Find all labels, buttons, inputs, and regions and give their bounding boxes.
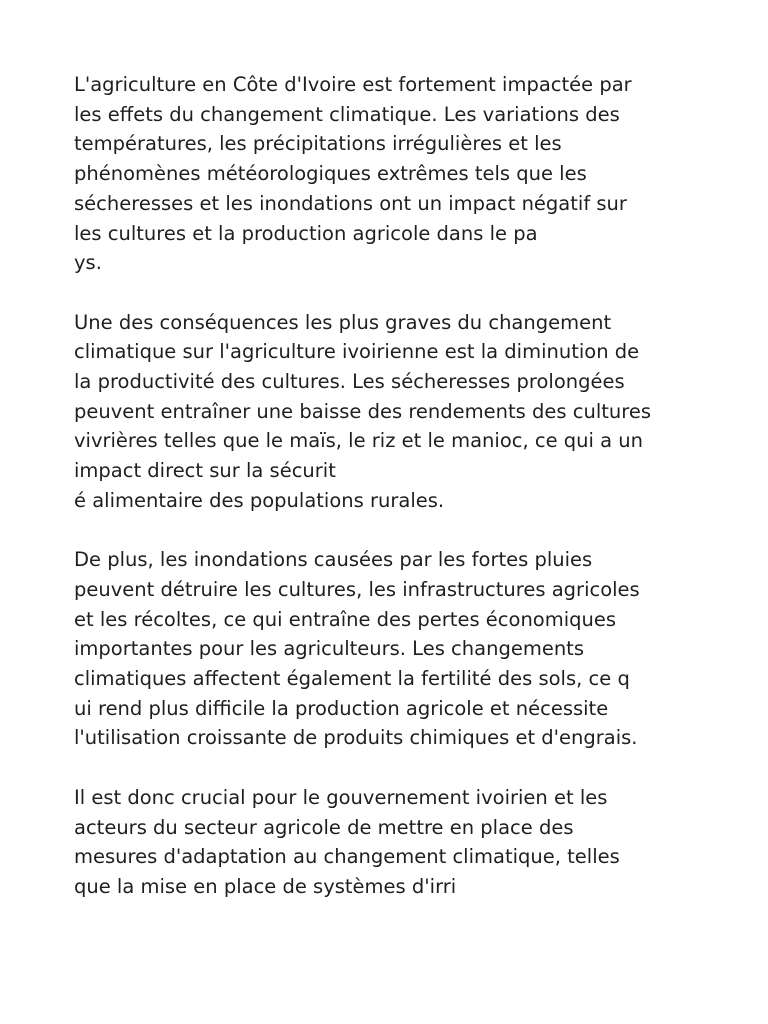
text-line: peuvent entraîner une baisse des rendements des cultures <box>74 399 651 423</box>
text-line: climatiques affectent également la fertilité des sols, ce q <box>74 667 630 691</box>
text-line: les cultures et la production agricole dans le pa <box>74 221 538 245</box>
text-line: ys. <box>74 251 102 275</box>
text-line: vivrières telles que le maïs, le riz et le manioc, ce qui a un <box>74 429 644 453</box>
text-line: importantes pour les agriculteurs. Les changements <box>74 637 584 661</box>
text-line: les effets du changement climatique. Les variations des <box>74 102 620 126</box>
text-line: acteurs du secteur agricole de mettre en place des <box>74 815 574 839</box>
text-line: peuvent détruire les cultures, les infrastructures agricoles <box>74 577 640 601</box>
text-line: que la mise en place de systèmes d'irri <box>74 874 457 898</box>
text-line: températures, les précipitations irrégulières et les <box>74 132 562 156</box>
paragraph-1 <box>74 70 714 278</box>
text-line: Il est donc crucial pour le gouvernement ivoirien et les <box>74 785 608 809</box>
paragraph-4 <box>74 783 714 902</box>
text-line: De plus, les inondations causées par les fortes pluies <box>74 548 593 572</box>
text-line: ui rend plus difficile la production agricole et nécessite <box>74 696 609 720</box>
text-line: et les récoltes, ce qui entraîne des pertes économiques <box>74 607 617 631</box>
text-line: phénomènes météorologiques extrêmes tels que les <box>74 162 587 186</box>
paragraph-2 <box>74 308 714 516</box>
text-line: Une des conséquences les plus graves du changement <box>74 310 612 334</box>
text-line: sécheresses et les inondations ont un impact négatif sur <box>74 191 627 215</box>
text-line: L'agriculture en Côte d'Ivoire est fortement impactée par <box>74 73 632 96</box>
text-line: impact direct sur la sécurit <box>74 459 336 483</box>
text-line: climatique sur l'agriculture ivoirienne est la diminution de <box>74 340 640 364</box>
document-body <box>74 70 714 931</box>
paragraph-3 <box>74 545 714 753</box>
text-line: la productivité des cultures. Les sécheresses prolongées <box>74 370 625 394</box>
text-line: mesures d'adaptation au changement climatique, telles <box>74 845 620 869</box>
text-line: l'utilisation croissante de produits chimiques et d'engrais. <box>74 726 638 750</box>
text-line: é alimentaire des populations rurales. <box>74 488 445 512</box>
